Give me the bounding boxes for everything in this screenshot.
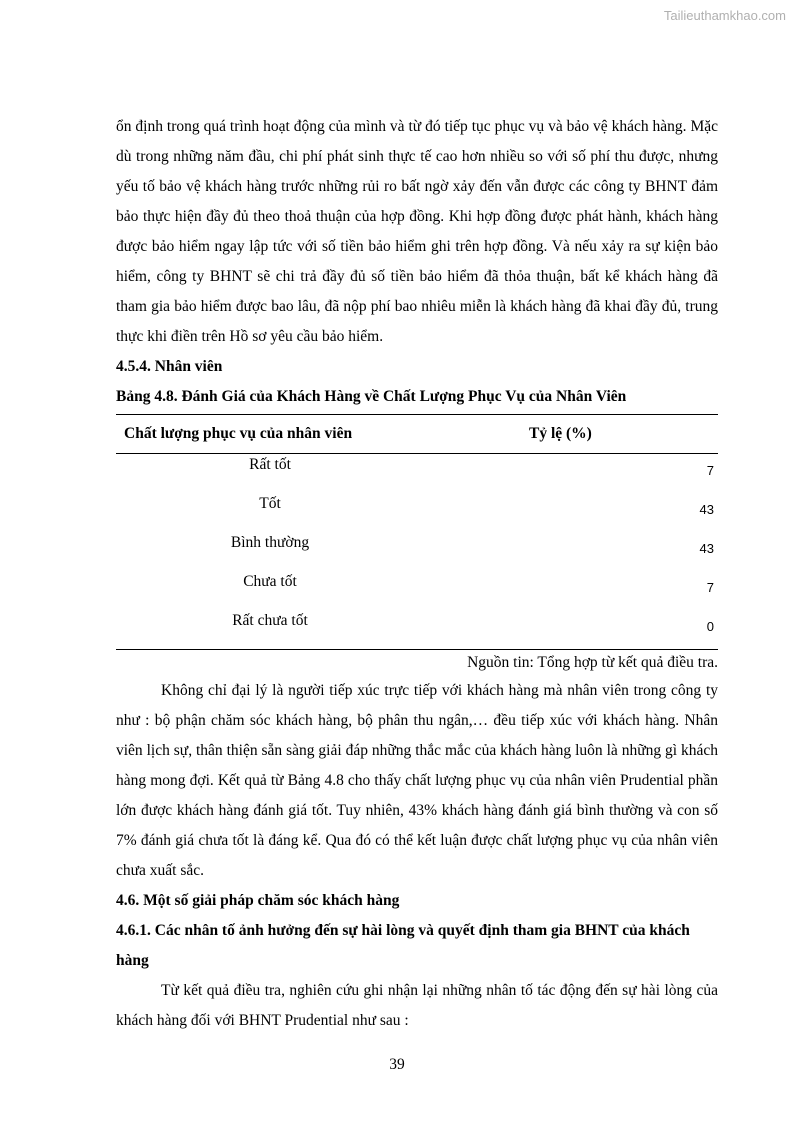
table-row [116, 454, 718, 494]
row-value: 43 [699, 502, 714, 517]
table-row [116, 610, 718, 650]
row-label: Tốt [259, 495, 281, 512]
paragraph-middle: Không chỉ đại lý là người tiếp xúc trực tiếp với khách hàng mà nhân viên trong công ty như : bộ phận chăm sóc khách hàng, bộ phân thu ngân,… đều tiếp xúc với khách hàng. Nhân viên lịch sự, thân thiện sẵn sàng giải đáp những thắc mắc của khách hàng luôn là những gì khách hàng mong đợi. Kết quả từ Bảng 4.8 cho thấy chất lượng phục vụ của nhân viên Prudential phần lớn được khách hàng đánh giá tốt. Tuy nhiên, 43% khách hàng đánh giá bình thường và con số 7% đánh giá chưa tốt là đáng kể. Qua đó có thể kết luận được chất lượng phục vụ của nhân viên chưa xuất sắc. [116, 682, 718, 879]
table-row [116, 532, 718, 571]
header-quality: Chất lượng phục vụ của nhân viên [116, 415, 424, 454]
header-percent: Tỷ lệ (%) [424, 415, 718, 454]
table-source: Nguồn tin: Tổng hợp từ kết quả điều tra. [467, 654, 718, 671]
row-value: 7 [706, 580, 714, 595]
row-label: Chưa tốt [243, 573, 297, 590]
row-label: Rất tốt [249, 456, 291, 473]
paragraph-bottom: Từ kết quả điều tra, nghiên cứu ghi nhận lại những nhân tố tác động đến sự hài lòng của khách hàng đối với BHNT Prudential như sau : [116, 982, 718, 1029]
heading-4-5-4: 4.5.4. Nhân viên [116, 358, 223, 375]
table-row [116, 493, 718, 532]
paragraph-top: ổn định trong quá trình hoạt động của mình và từ đó tiếp tục phục vụ và bảo vệ khách hàng. Mặc dù trong những năm đầu, chi phí phát sinh thực tế cao hơn nhiều so với số phí thu được, nhưng yếu tố bảo vệ khách hàng trước những rủi ro bất ngờ xảy đến vẫn được các công ty BHNT đảm bảo thực hiện đầy đủ theo thoả thuận của hợp đồng. Khi hợp đồng được phát hành, khách hàng được bảo hiểm ngay lập tức với số tiền bảo hiểm ghi trên hợp đồng. Và nếu xảy ra sự kiện bảo hiểm, công ty BHNT sẽ chi trả đầy đủ số tiền bảo hiểm đã thỏa thuận, bất kể khách hàng đã tham gia bảo hiểm được bao lâu, đã nộp phí bao nhiêu miễn là khách hàng đã khai đầy đủ, trung thực khi điền trên Hồ sơ yêu cầu bảo hiểm. [116, 118, 718, 345]
page-number: 39 [389, 1056, 405, 1073]
table-row [116, 571, 718, 610]
row-label: Rất chưa tốt [116, 610, 424, 650]
row-value: 0 [424, 610, 718, 650]
table-caption: Bảng 4.8. Đánh Giá của Khách Hàng về Chất Lượng Phục Vụ của Nhân Viên [116, 388, 627, 405]
row-value: 7 [706, 463, 714, 478]
row-value: 43 [699, 541, 714, 556]
heading-4-6-1: 4.6.1. Các nhân tố ảnh hưởng đến sự hài lòng và quyết định tham gia BHNT của khách hàng [116, 922, 690, 969]
table-header-row [116, 415, 718, 454]
watermark: Tailieuthamkhao.com [663, 8, 786, 23]
document-body [116, 112, 718, 1036]
row-label: Bình thường [230, 534, 310, 551]
staff-quality-table [116, 414, 718, 650]
heading-4-6: 4.6. Một số giải pháp chăm sóc khách hàng [116, 892, 400, 909]
